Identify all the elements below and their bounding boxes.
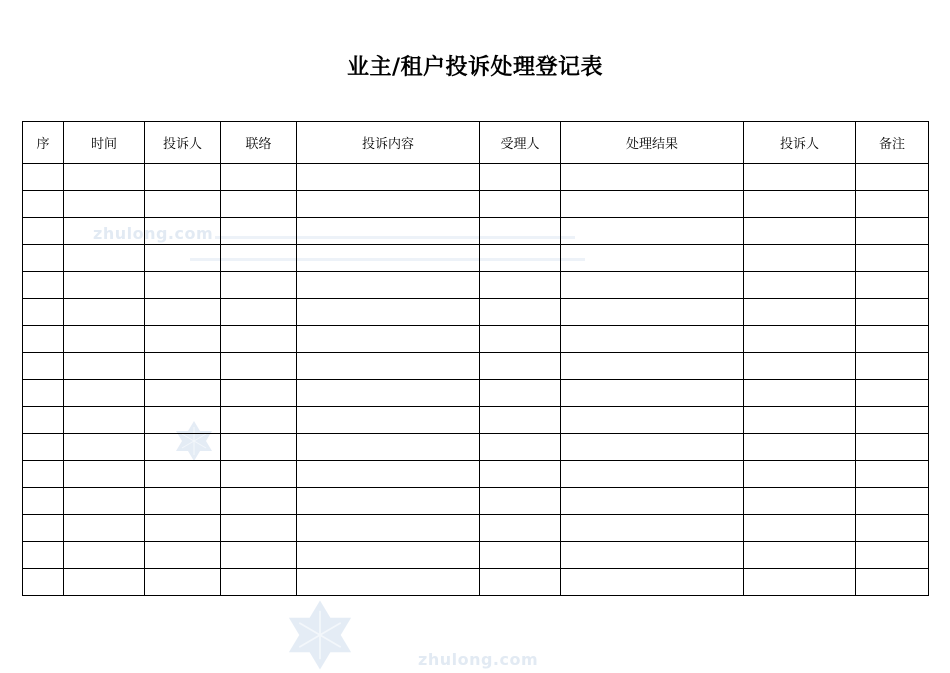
table-cell[interactable]: [23, 191, 64, 218]
table-row: [23, 434, 929, 461]
table-row: [23, 461, 929, 488]
table-row: [23, 542, 929, 569]
table-cell[interactable]: [297, 542, 480, 569]
table-cell[interactable]: [145, 218, 221, 245]
table-cell[interactable]: [480, 299, 561, 326]
table-cell[interactable]: [221, 245, 297, 272]
table-cell[interactable]: [856, 191, 929, 218]
table-cell[interactable]: [221, 218, 297, 245]
table-cell[interactable]: [297, 353, 480, 380]
table-cell[interactable]: [856, 299, 929, 326]
table-cell[interactable]: [297, 191, 480, 218]
table-cell[interactable]: [145, 164, 221, 191]
table-cell[interactable]: [561, 164, 744, 191]
table-cell[interactable]: [23, 515, 64, 542]
table-cell[interactable]: [744, 299, 856, 326]
table-cell[interactable]: [64, 569, 145, 596]
table-row: [23, 272, 929, 299]
table-cell[interactable]: [744, 407, 856, 434]
table-cell[interactable]: [744, 353, 856, 380]
table-cell[interactable]: [856, 218, 929, 245]
table-cell[interactable]: [145, 434, 221, 461]
table-cell[interactable]: [221, 569, 297, 596]
watermark-flower-icon: [282, 597, 358, 673]
table-row: [23, 326, 929, 353]
table-cell[interactable]: [856, 380, 929, 407]
table-cell[interactable]: [744, 245, 856, 272]
table-cell[interactable]: [480, 407, 561, 434]
table-cell[interactable]: [145, 380, 221, 407]
table-cell[interactable]: [856, 353, 929, 380]
table-cell[interactable]: [856, 326, 929, 353]
table-cell[interactable]: [221, 380, 297, 407]
table-cell[interactable]: [145, 191, 221, 218]
table-row: [23, 245, 929, 272]
table-header: [23, 122, 929, 164]
table-cell[interactable]: [856, 488, 929, 515]
table-cell[interactable]: [221, 272, 297, 299]
table-cell[interactable]: [23, 326, 64, 353]
table-cell[interactable]: [23, 164, 64, 191]
table-row: [23, 515, 929, 542]
table-cell[interactable]: [561, 191, 744, 218]
table-cell[interactable]: [145, 515, 221, 542]
table-cell[interactable]: [744, 461, 856, 488]
header-remarks: 备注: [856, 122, 929, 164]
table-cell[interactable]: [145, 407, 221, 434]
table-cell[interactable]: [480, 191, 561, 218]
table-cell[interactable]: [23, 542, 64, 569]
header-seq: 序: [23, 122, 64, 164]
table-cell[interactable]: [561, 353, 744, 380]
table-cell[interactable]: [297, 326, 480, 353]
table-cell[interactable]: [23, 299, 64, 326]
table-cell[interactable]: [744, 542, 856, 569]
table-cell[interactable]: [744, 272, 856, 299]
table-cell[interactable]: [145, 488, 221, 515]
table-cell[interactable]: [145, 569, 221, 596]
table-row: [23, 380, 929, 407]
table-cell[interactable]: [480, 461, 561, 488]
table-cell[interactable]: [64, 515, 145, 542]
table-row: [23, 299, 929, 326]
table-cell[interactable]: [856, 569, 929, 596]
table-row: [23, 191, 929, 218]
table-row: [23, 569, 929, 596]
table-cell[interactable]: [23, 569, 64, 596]
table-cell[interactable]: [23, 272, 64, 299]
table-cell[interactable]: [856, 245, 929, 272]
table-cell[interactable]: [561, 515, 744, 542]
table-cell[interactable]: [561, 326, 744, 353]
table-row: [23, 353, 929, 380]
table-cell[interactable]: [64, 326, 145, 353]
table-cell[interactable]: [221, 164, 297, 191]
table-cell[interactable]: [145, 353, 221, 380]
table-cell[interactable]: [145, 542, 221, 569]
table-cell[interactable]: [23, 407, 64, 434]
table-cell[interactable]: [64, 407, 145, 434]
table-cell[interactable]: [561, 407, 744, 434]
table-cell[interactable]: [64, 245, 145, 272]
table-cell[interactable]: [297, 218, 480, 245]
table-cell[interactable]: [856, 461, 929, 488]
table-cell[interactable]: [221, 515, 297, 542]
table-cell[interactable]: [145, 299, 221, 326]
table-cell[interactable]: [480, 326, 561, 353]
table-cell[interactable]: [480, 218, 561, 245]
table-cell[interactable]: [64, 191, 145, 218]
table-cell[interactable]: [561, 461, 744, 488]
table-cell[interactable]: [561, 299, 744, 326]
table-cell[interactable]: [480, 515, 561, 542]
table-cell[interactable]: [64, 434, 145, 461]
header-complainant: 投诉人: [145, 122, 221, 164]
table-cell[interactable]: [480, 542, 561, 569]
table-cell[interactable]: [744, 164, 856, 191]
table-cell[interactable]: [297, 569, 480, 596]
table-cell[interactable]: [221, 191, 297, 218]
table-cell[interactable]: [297, 515, 480, 542]
table-cell[interactable]: [744, 218, 856, 245]
table-cell[interactable]: [23, 461, 64, 488]
table-cell[interactable]: [297, 299, 480, 326]
header-result: 处理结果: [561, 122, 744, 164]
header-contact: 联络: [221, 122, 297, 164]
table-row: [23, 218, 929, 245]
table-cell[interactable]: [64, 272, 145, 299]
table-cell[interactable]: [221, 299, 297, 326]
table-cell[interactable]: [145, 272, 221, 299]
table-cell[interactable]: [221, 326, 297, 353]
table-cell[interactable]: [23, 380, 64, 407]
table-cell[interactable]: [297, 245, 480, 272]
table-cell[interactable]: [145, 461, 221, 488]
table-cell[interactable]: [221, 488, 297, 515]
complaint-register-table: [22, 121, 929, 596]
table-cell[interactable]: [23, 488, 64, 515]
table-cell[interactable]: [64, 461, 145, 488]
table-row: [23, 407, 929, 434]
table-cell[interactable]: [297, 488, 480, 515]
table-cell[interactable]: [480, 353, 561, 380]
table-cell[interactable]: [297, 272, 480, 299]
table-cell[interactable]: [297, 380, 480, 407]
table-cell[interactable]: [145, 245, 221, 272]
table-row: [23, 488, 929, 515]
watermark-text: zhulong.com: [418, 650, 539, 669]
table-cell[interactable]: [64, 488, 145, 515]
table-cell[interactable]: [856, 542, 929, 569]
table-cell[interactable]: [64, 218, 145, 245]
table-cell[interactable]: [856, 164, 929, 191]
header-handler: 受理人: [480, 122, 561, 164]
table-cell[interactable]: [480, 272, 561, 299]
table-cell[interactable]: [221, 434, 297, 461]
table-cell[interactable]: [480, 569, 561, 596]
table-cell[interactable]: [561, 434, 744, 461]
table-cell[interactable]: [23, 434, 64, 461]
table-cell[interactable]: [64, 164, 145, 191]
table-cell[interactable]: [297, 164, 480, 191]
table-body: [23, 164, 929, 596]
table-cell[interactable]: [744, 434, 856, 461]
table-cell[interactable]: [64, 380, 145, 407]
table-cell[interactable]: [23, 353, 64, 380]
header-time: 时间: [64, 122, 145, 164]
table-cell[interactable]: [221, 542, 297, 569]
table-cell[interactable]: [744, 191, 856, 218]
table-cell[interactable]: [480, 488, 561, 515]
table-cell[interactable]: [561, 272, 744, 299]
table-cell[interactable]: [561, 542, 744, 569]
table-cell[interactable]: [561, 569, 744, 596]
table-cell[interactable]: [64, 542, 145, 569]
table-cell[interactable]: [480, 380, 561, 407]
page-title: 业主/租户投诉处理登记表: [346, 55, 604, 80]
table-cell[interactable]: [744, 569, 856, 596]
table-cell[interactable]: [297, 434, 480, 461]
table-cell[interactable]: [856, 272, 929, 299]
table-cell[interactable]: [856, 434, 929, 461]
table-cell[interactable]: [561, 380, 744, 407]
table-cell[interactable]: [561, 245, 744, 272]
table-cell[interactable]: [856, 515, 929, 542]
table-cell[interactable]: [561, 488, 744, 515]
table-cell[interactable]: [561, 218, 744, 245]
table-cell[interactable]: [221, 353, 297, 380]
table-cell[interactable]: [480, 434, 561, 461]
header-complainant-confirm: 投诉人: [744, 122, 856, 164]
table-cell[interactable]: [221, 461, 297, 488]
table-cell[interactable]: [744, 488, 856, 515]
header-row: [23, 122, 929, 164]
table-cell[interactable]: [856, 407, 929, 434]
table-cell[interactable]: [480, 245, 561, 272]
table-cell[interactable]: [744, 380, 856, 407]
table-cell[interactable]: [297, 407, 480, 434]
table-cell[interactable]: [744, 326, 856, 353]
table-cell[interactable]: [64, 299, 145, 326]
table-cell[interactable]: [64, 353, 145, 380]
table-cell[interactable]: [23, 218, 64, 245]
header-complaint-content: 投诉内容: [297, 122, 480, 164]
table-cell[interactable]: [145, 326, 221, 353]
table-row: [23, 164, 929, 191]
table-cell[interactable]: [744, 515, 856, 542]
watermark-text: zhulong.com: [93, 224, 214, 243]
table-cell[interactable]: [221, 407, 297, 434]
table-cell[interactable]: [23, 245, 64, 272]
table-cell[interactable]: [480, 164, 561, 191]
table-cell[interactable]: [297, 461, 480, 488]
